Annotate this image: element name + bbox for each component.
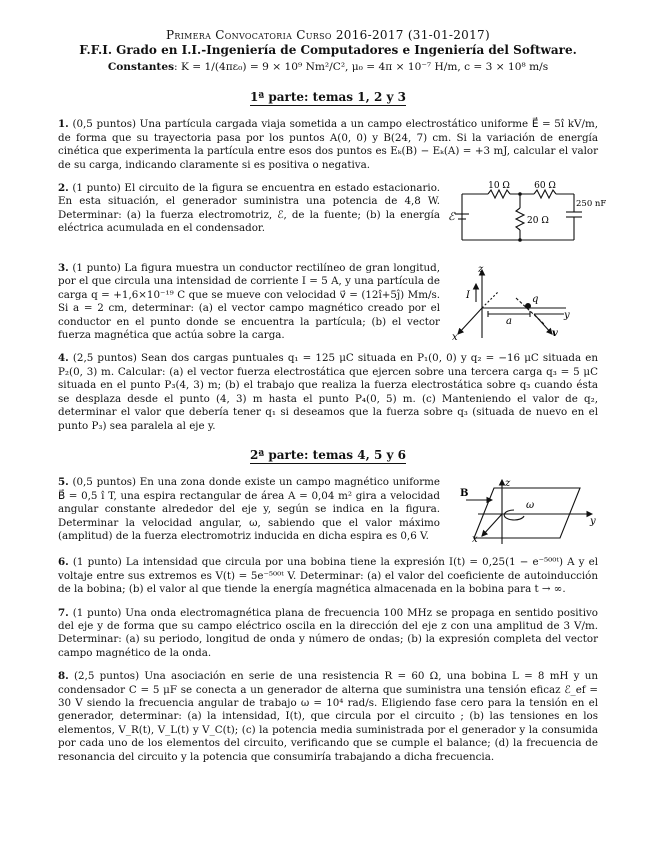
omega-label: ω bbox=[526, 500, 535, 512]
constants-line bbox=[58, 60, 598, 75]
resistor-label: 60 Ω bbox=[534, 181, 556, 192]
exam-page bbox=[58, 28, 607, 774]
problem-text: (2,5 puntos) Una asociación en serie de una resistencia R = 60 Ω, una bobina L = 8 mH y un condensador C = 5 μF se conecta a un generador de alterna que suministra una tensión eficaz ℰ_ef = 30 V siendo la frecuencia angular de trabajo ω = 10⁴ rad/s. Eligiendo fase cero para la tensión en el generador, determinar: (a) la intensidad, I(t), que circula por el circuito ; (b) las tensiones en los elementos, V_R(t), V_L(t) y V_C(t); (c) la potencia media suministrada por el generador y la consumida por cada uno de los elementos del circuito, verificando que se cumple el balance; (d) la frecuencia de resonancia del circuito y la potencia que consumiría trabajando a dicha frecuencia. bbox=[58, 670, 598, 763]
problem-text: (0,5 puntos) Una partícula cargada viaja sometida a un campo electrostático uniforme E⃗ = 5î kV/m, de forma que su trayectoria pasa por los puntos A(0, 0) y B(24, 7) cm. Si la variación de energía cinética que experimenta la partícula entre esos dos puntos es Eₖ(B) − Eₖ(A) = +3 mJ, calcular el valor de su carga, indicando claramente si es positiva o negativa. bbox=[58, 118, 598, 171]
resistor-label: 20 Ω bbox=[527, 216, 549, 227]
problem-number: 6. bbox=[58, 556, 69, 569]
exam-title: Primera Convocatoria Curso 2016-2017 (31-01-2017) bbox=[166, 28, 490, 42]
problem-7 bbox=[58, 607, 598, 661]
problem-number: 4. bbox=[58, 352, 69, 365]
problem-text: (1 punto) La figura muestra un conductor rectilíneo de gran longitud, por el que circula una intensidad de corriente I = 5 A, y una partícula de carga q = +1,6×10⁻¹⁹ C que se mueve con velocidad v⃗ = (12î+5ĵ) Mm/s. Si a = 2 cm, determinar: (a) el vector campo magnético creado por el conductor en el punto donde se encuentra la partícula; (b) el vector fuerza magnética que actúa sobre la carga. bbox=[58, 262, 440, 342]
problem-text: (1 punto) La intensidad que circula por una bobina tiene la expresión I(t) = 0,25(1 − e⁻⁵⁰⁰ᵗ) A y el voltaje entre sus extremos es V(t) = 5e⁻⁵⁰⁰ᵗ V. Determinar: (a) el valor del coeficiente de autoinducción de la bobina; (b) el valor al que tiende la energía magnética almacenada en la bobina para t → ∞. bbox=[58, 556, 598, 596]
problem-number: 7. bbox=[58, 606, 69, 619]
circuit-figure bbox=[448, 181, 607, 252]
exam-subtitle: F.F.I. Grado en I.I.-Ingeniería de Computadores e Ingeniería del Software. bbox=[79, 43, 577, 57]
problem-number: 3. bbox=[58, 262, 69, 275]
wire-figure bbox=[448, 262, 598, 342]
problem-text: (2,5 puntos) Sean dos cargas puntuales q₁ = 125 μC situada en P₁(0, 0) y q₂ = −16 μC situada en P₂(0, 3) m. Calcular: (a) el vector fuerza electrostática que ejercen sobre una tercera carga q₃ = 5 μC situada en el punto P₃(4, 3) m; (b) el trabajo que realiza la fuerza electrostática sobre q₃ cuando ésta se desplaza desde el punto (4, 3) m hasta el punto P₄(0, 5) m. (c) Manteniendo el valor de q₂, determinar el valor que debería tener q₁ si deseamos que la fuerza sobre q₃ (situada de nuevo en el punto P₃) sea paralela al eje y. bbox=[58, 352, 598, 432]
velocity-label: v bbox=[552, 328, 558, 340]
constants-text: : K = 1/(4πε₀) = 9 × 10⁹ Nm²/C², μ₀ = 4π × 10⁻⁷ H/m, c = 3 × 10⁸ m/s bbox=[174, 61, 549, 73]
constants-label: Constantes bbox=[107, 61, 175, 73]
resistor-label: 10 Ω bbox=[488, 181, 510, 192]
problem-text: (0,5 puntos) En una zona donde existe un campo magnético uniforme B⃗ = 0,5 î T, una espira rectangular de área A = 0,04 m² gira a velocidad angular constante alrededor del eje y, según se indica en la figura. Determinar la velocidad angular, ω, sabiendo que el valor máximo (amplitud) de la fuerza electromotriz inducida en dicha espira es 0,6 V. bbox=[58, 476, 440, 542]
problem-8 bbox=[58, 670, 598, 764]
problem-5 bbox=[58, 476, 598, 546]
problem-number: 5. bbox=[58, 476, 69, 489]
axis-label: y bbox=[590, 516, 596, 528]
section-2-title: 2ª parte: temas 4, 5 y 6 bbox=[250, 447, 406, 462]
charge-label: q bbox=[532, 294, 539, 306]
axis-label: x bbox=[452, 332, 458, 344]
problem-text: (1 punto) El circuito de la figura se encuentra en estado estacionario. En esta situación, el generador suministra una potencia de 4,8 W. Determinar: (a) la fuerza electromotriz, ℰ, de la fuente; (b) la energía eléctrica acumulada en el condensador. bbox=[58, 182, 440, 235]
problem-4 bbox=[58, 352, 598, 432]
axis-label: z bbox=[478, 264, 484, 276]
emf-label: ℰ bbox=[448, 210, 455, 224]
problem-6 bbox=[58, 556, 598, 596]
capacitor-label: 250 nF bbox=[576, 199, 607, 210]
problem-1 bbox=[58, 118, 598, 172]
field-label: B bbox=[460, 488, 469, 500]
problem-number: 8. bbox=[58, 670, 69, 683]
current-label: I bbox=[466, 290, 470, 302]
loop-figure bbox=[448, 476, 598, 546]
section-1-title: 1ª parte: temas 1, 2 y 3 bbox=[250, 90, 406, 104]
problem-number: 2. bbox=[58, 182, 69, 195]
axis-label: z bbox=[505, 478, 511, 490]
problem-number: 1. bbox=[58, 118, 69, 131]
problem-2 bbox=[58, 181, 607, 252]
problem-3 bbox=[58, 262, 598, 342]
distance-label: a bbox=[506, 316, 512, 328]
axis-label: x bbox=[472, 534, 478, 546]
axis-label: y bbox=[564, 310, 570, 322]
problem-text: (1 punto) Una onda electromagnética plana de frecuencia 100 MHz se propaga en sentido positivo del eje y de forma que su campo eléctrico oscila en la dirección del eje z con una amplitud de 3 V/m. Determinar: (a) su periodo, longitud de onda y número de ondas; (b) la expresión completa del vector campo magnético de la onda. bbox=[58, 606, 598, 659]
